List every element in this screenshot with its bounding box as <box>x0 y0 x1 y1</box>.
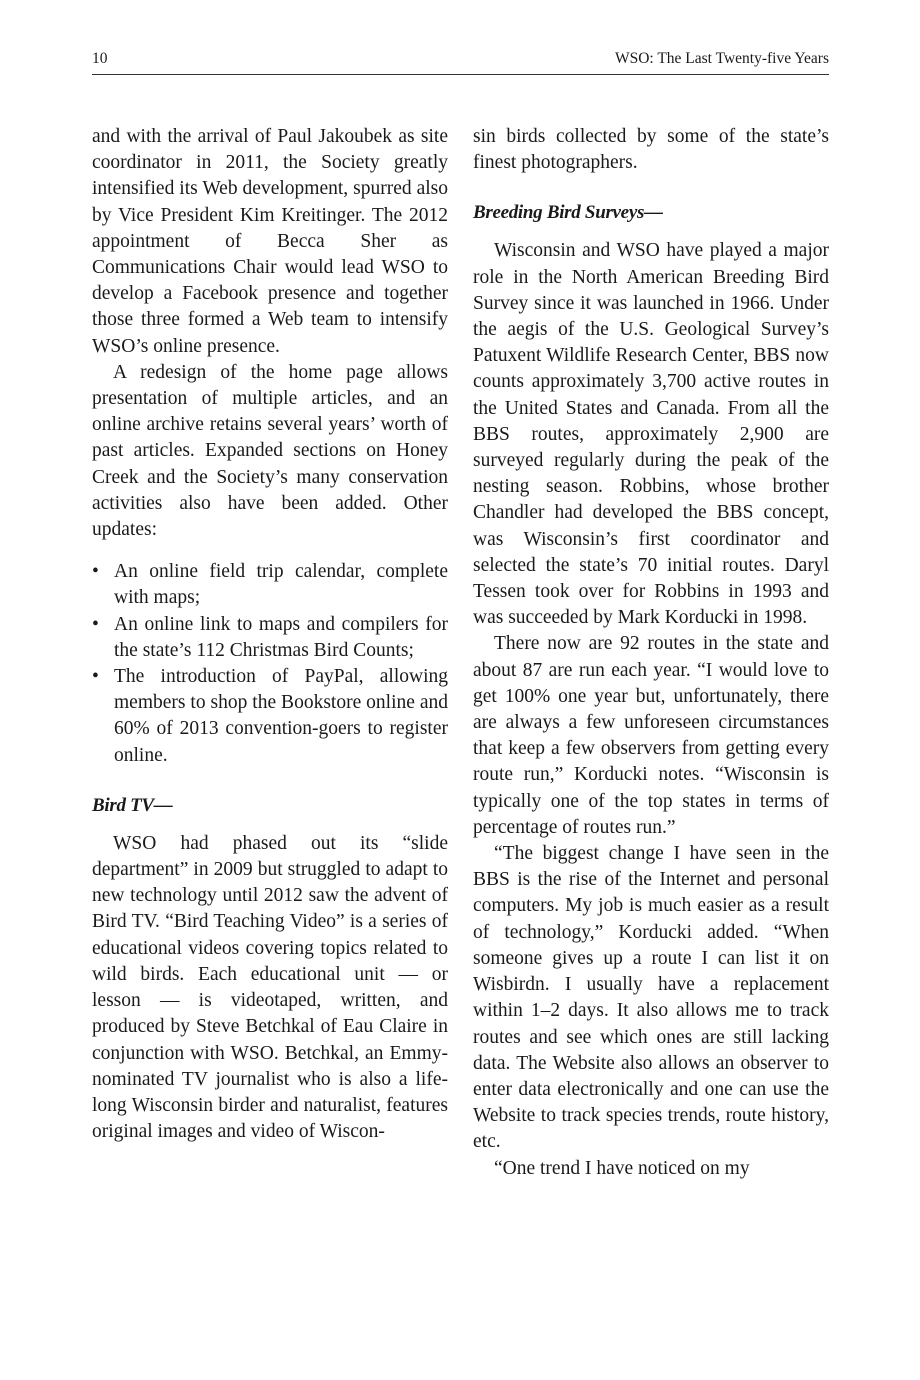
page-number: 10 <box>92 50 108 67</box>
running-title: WSO: The Last Twenty-five Years <box>614 50 829 67</box>
paragraph: WSO had phased out its “slide department” in 2009 but struggled to adapt to new technology until 2012 saw the advent of Bird TV. “Bird Teaching Video” is a series of educational videos covering topics related to wild birds. Each educational unit — or lesson — is videotaped, written, and produced by Steve Betchkal of Eau Claire in conjunction with WSO. Betchkal, an Emmy-nominated TV journalist who is also a life-long Wisconsin birder and naturalist, features original images and video of Wiscon- <box>92 832 448 1143</box>
paragraph: “The biggest change I have seen in the BBS is the rise of the Internet and personal computers. My job is much easier as a result of technology,” Korducki added. “When someone gives up a route I can list it on Wisbirdn. I usually have a replacement within 1–2 days. It also allows me to track routes and see which ones are still lacking data. The Website also allows an observer to enter data electronically and one can use the Website to track species trends, route history, etc. <box>473 843 829 1153</box>
paragraph: “One trend I have noticed on my <box>494 1157 750 1179</box>
left-column <box>92 124 448 1145</box>
list-item-text: The introduction of PayPal, allowing members to shop the Bookstore online and 60% of 2013 convention-goers to register online. <box>114 666 448 766</box>
list-item-text: An online field trip calendar, complete with maps; <box>114 561 448 609</box>
section-heading-breeding-bird-surveys: Breeding Bird Surveys— <box>473 202 663 224</box>
bullet-icon: • <box>92 561 99 583</box>
list-item <box>92 559 448 611</box>
paragraph: There now are 92 routes in the state and about 87 are run each year. “I would love to get 100% one year but, unfortunately, there are always a few unforeseen circumstances that keep a few observers from getting every route run,” Korducki notes. “Wisconsin is typically one of the top states in terms of percentage of routes run.” <box>473 633 829 838</box>
paragraph: A redesign of the home page allows presentation of multiple articles, and an online archive retains several years’ worth of past articles. Expanded sections on Honey Creek and the Society’s many conservation activities also have been added. Other updates: <box>92 361 448 541</box>
paragraph: Wisconsin and WSO have played a major role in the North American Breeding Bird Survey since it was launched in 1966. Under the aegis of the U.S. Geological Survey’s Patuxent Wildlife Research Center, BBS now counts approximately 3,700 active routes in the United States and Canada. From all the BBS routes, approximately 2,900 are surveyed regularly during the peak of the nesting season. Robbins, whose brother Chandler had developed the BBS concept, was Wisconsin’s first coordinator and selected the state’s 70 initial routes. Daryl Tessen took over for Robbins in 1993 and was succeeded by Mark Korducki in 1998. <box>473 240 829 629</box>
bullet-icon: • <box>92 666 99 688</box>
right-column <box>473 124 829 1182</box>
bullet-icon: • <box>92 613 99 635</box>
section-heading-bird-tv: Bird TV— <box>92 794 173 816</box>
list-item-text: An online link to maps and compilers for the state’s 112 Christmas Bird Counts; <box>114 613 448 661</box>
paragraph: and with the arrival of Paul Jakoubek as site coordinator in 2011, the Society greatly intensified its Web development, spurred also by Vice President Kim Kreitinger. The 2012 appointment of Becca Sher as Communications Chair would lead WSO to develop a Facebook presence and together those three formed a Web team to intensify WSO’s online presence. <box>92 126 448 357</box>
paragraph: sin birds collected by some of the state’s finest photographers. <box>473 126 829 174</box>
list-item <box>92 612 448 664</box>
running-head <box>92 48 829 75</box>
updates-list <box>92 559 448 769</box>
list-item <box>92 664 448 769</box>
